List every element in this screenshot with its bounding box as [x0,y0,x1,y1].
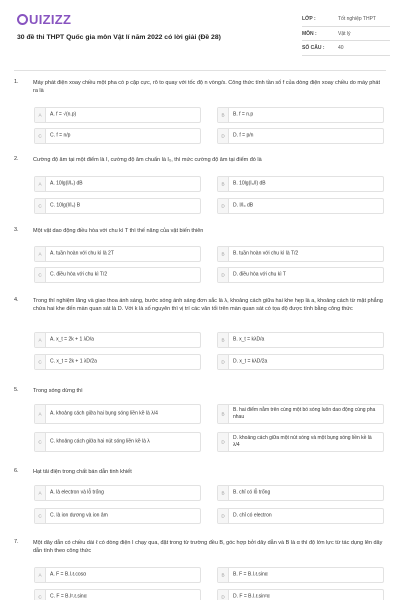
option-d[interactable] [217,589,384,600]
question-text: Trong thí nghiệm lăng và giao thoa ánh sáng, bước sóng ánh sáng đơn sắc là λ, khoảng cách giữa hai khe hẹp là a, khoảng cách từ mặt phẳng chứa hai khe đến màn quan sát là D. Với k là số nguyên thì vị trí các vân tối trên màn quan sát có tọa độ được tính bằng công thức [33,298,383,312]
option-text: B. chỉ có lỗ trống [233,489,271,496]
option-text: A. khoảng cách giữa hai bụng sóng liền kề là λ/4 [50,410,158,417]
option-text: C. 10lg(I/I₀) B [50,202,81,209]
option-text: D. F = B.I.ℓ.sin²α [233,593,270,600]
question-text: Một dây dẫn có chiều dài ℓ có dòng điện I chạy qua, đặt trong từ trường đều B, góc hợp bởi dây dẫn và B là α thì độ lớn lực từ tác dụng lên dây dẫn tính theo công thức [33,540,383,554]
header [0,0,400,64]
option-text: B. hai điểm nằm trên cùng một bó sóng luôn dao động cùng pha nhau [233,407,376,420]
option-c[interactable] [34,508,201,524]
option-d[interactable] [217,432,384,452]
option-letter: B [218,568,229,582]
question-text: Một vật dao động điều hòa với chu kì T thì thế năng của vật biến thiên [33,228,204,234]
option-letter: B [218,177,229,191]
option-letter: C [35,355,46,369]
option-b[interactable] [217,176,384,192]
option-letter: B [218,333,229,347]
option-letter: B [218,486,229,500]
option-text: B. f = n.p [233,111,254,118]
option-text: A. F = B.I.ℓ.cosα [50,571,87,578]
option-text: B. tuần hoàn với chu kì là T/2 [233,250,299,257]
option-text: C. f = n/p [50,132,71,139]
option-b[interactable] [217,107,384,123]
logo-text: UIZIZZ [29,12,72,27]
question-text: Máy phát điện xoay chiều một pha có p cặp cực, rô to quay với tốc độ n vòng/s. Công thức tính tần số f của dòng điện xoay chiều do máy phát ra là [33,80,380,94]
option-text: B. F = B.I.ℓ.sinα [233,571,268,578]
option-text: D. điều hòa với chu kì T [233,271,286,278]
option-letter: B [218,247,229,261]
option-text: A. là electron và lỗ trống [50,489,104,496]
option-b[interactable] [217,485,384,501]
option-d[interactable] [217,267,384,283]
option-b[interactable] [217,332,384,348]
option-text: C. là ion dương và ion âm [50,512,108,519]
option-letter: D [218,509,229,523]
option-text: B. x_t = kλD/a [233,336,265,343]
meta-value: 40 [338,45,344,51]
meta-label: SỐ CÂU : [302,45,325,51]
option-letter: B [218,405,229,423]
option-text: D. f = p/n [233,132,254,139]
logo-q-icon [17,14,28,25]
option-letter: C [35,199,46,213]
meta-subject-row [302,27,390,42]
option-letter: A [35,568,46,582]
meta-class-row [302,12,390,27]
option-letter: C [35,509,46,523]
option-a[interactable] [34,567,201,583]
option-letter: C [35,268,46,282]
option-d[interactable] [217,508,384,524]
option-text: C. F = B.I².ℓ.sinα [50,593,87,600]
document-title: 30 đề thi THPT Quốc gia môn Vật lí năm 2022 có lời giải (Đề 28) [17,34,221,41]
question-number: 1. [14,79,19,85]
meta-label: MÔN : [302,30,317,37]
option-b[interactable] [217,246,384,262]
option-b[interactable] [217,567,384,583]
question-number: 6. [14,468,19,474]
meta-panel [302,12,390,56]
option-d[interactable] [217,354,384,370]
question-number: 4. [14,297,19,303]
option-text: C. x_t = 2k + 1 λD/2a [50,358,97,365]
option-text: D. I/I₀ dB [233,202,254,209]
header-divider [14,70,386,71]
option-d[interactable] [217,198,384,214]
option-a[interactable] [34,176,201,192]
question-text: Hạt tải điện trong chất bán dẫn tinh khiết [33,469,132,475]
option-a[interactable] [34,332,201,348]
option-c[interactable] [34,128,201,144]
meta-value: Tốt nghiệp THPT [338,16,376,22]
question-text: Trong sóng dừng thì [33,388,83,394]
option-letter: A [35,333,46,347]
option-a[interactable] [34,404,201,424]
option-text: D. x_t = kλD/2a [233,358,268,365]
option-text: D. khoảng cách giữa một nút sóng và một bụng sóng liền kề là λ/4 [233,435,372,448]
option-a[interactable] [34,485,201,501]
option-text: C. điều hòa với chu kì T/2 [50,271,108,278]
option-letter: D [218,199,229,213]
option-letter: A [35,177,46,191]
question-number: 3. [14,227,19,233]
option-c[interactable] [34,354,201,370]
option-letter: A [35,405,46,423]
option-d[interactable] [217,128,384,144]
option-text: A. tuần hoàn với chu kì là 2T [50,250,114,257]
question-number: 2. [14,156,19,162]
option-c[interactable] [34,267,201,283]
option-letter: D [218,129,229,143]
option-text: D. chỉ có electron [233,512,272,519]
option-a[interactable] [34,107,201,123]
question-text: Cường độ âm tại một điểm là I, cường độ âm chuẩn là I₀, thì mức cường độ âm tại điểm đó là [33,157,262,163]
option-letter: C [35,590,46,600]
option-a[interactable] [34,246,201,262]
option-text: A. f = √(n.p) [50,111,77,118]
option-letter: B [218,108,229,122]
option-text: B. 10lg(I₀/I) dB [233,180,266,187]
option-text: A. 10lg(I/I₀) dB [50,180,83,187]
option-letter: C [35,129,46,143]
option-text: C. khoảng cách giữa hai nút sóng liền kề là λ [50,438,150,445]
option-letter: A [35,486,46,500]
question-number: 7. [14,539,19,545]
option-c[interactable] [34,432,201,452]
option-b[interactable] [217,404,384,424]
option-letter: D [218,590,229,600]
meta-label: LỚP : [302,16,316,22]
meta-value: Vật lý [338,30,351,37]
option-letter: A [35,247,46,261]
meta-count-row [302,41,390,56]
option-letter: D [218,433,229,451]
option-c[interactable] [34,198,201,214]
option-letter: C [35,433,46,451]
option-c[interactable] [34,589,201,600]
option-letter: A [35,108,46,122]
quizizz-logo [17,12,71,27]
option-text: A. x_t = 2k + 1 λD/a [50,336,94,343]
option-letter: D [218,268,229,282]
question-number: 5. [14,387,19,393]
option-letter: D [218,355,229,369]
